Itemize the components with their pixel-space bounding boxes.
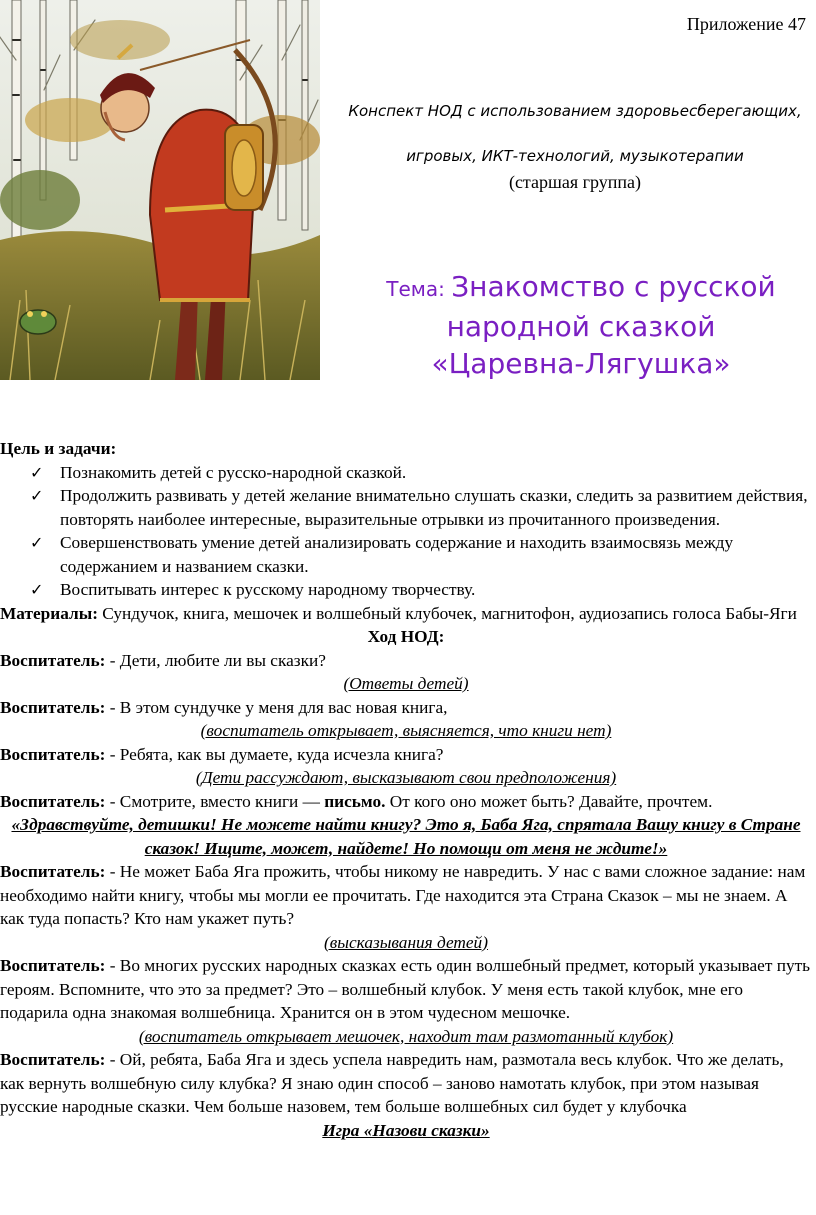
course-heading-text: Ход НОД: bbox=[367, 627, 445, 646]
appendix-number: Приложение 47 bbox=[686, 14, 806, 34]
goal-text: Продолжить развивать у детей желание внимательно слушать сказки, следить за развитием действия, повторять наиболее интересные, выразительные отрывки из прочитанного произведения. bbox=[60, 486, 808, 529]
line-text: - Ребята, как вы думаете, куда исчезла книга? bbox=[105, 744, 444, 764]
theme-title bbox=[346, 268, 816, 382]
dialogue-line bbox=[0, 860, 812, 931]
speaker-label: Воспитатель: bbox=[0, 862, 106, 881]
game-title-text: Игра «Назови сказки» bbox=[322, 1120, 490, 1140]
list-item bbox=[0, 461, 812, 485]
konspekt-line-2: игровых, ИКТ-технологий, музыкотерапии bbox=[406, 147, 744, 165]
group-label: (старшая группа) bbox=[508, 172, 642, 192]
checkmark-icon: ✓ bbox=[30, 462, 44, 482]
line-text: - Дети, любите ли вы сказки? bbox=[105, 650, 326, 670]
dialogue-line bbox=[0, 1048, 812, 1119]
remark-text: (Дети рассуждают, высказывают свои предположения) bbox=[195, 768, 617, 787]
line-text: От кого оно может быть? Давайте, прочтем. bbox=[385, 791, 713, 811]
line-text: - В этом сундучке у меня для вас новая книга, bbox=[105, 697, 448, 717]
frog bbox=[20, 310, 56, 334]
dialogue-line bbox=[0, 696, 812, 720]
line-text: - Не может Баба Яга прожить, чтобы никому не навредить. У нас с вами сложное задание: нам необходимо найти книгу, чтобы мы могли ее прочитать. Где находится эта Страна Сказок – мы не знаем. А как туда попасть? Кто нам укажет путь? bbox=[0, 862, 806, 928]
remark-text: (воспитатель открывает, выясняется, что книги нет) bbox=[200, 721, 612, 740]
speaker-label: Воспитатель: bbox=[0, 744, 106, 764]
speaker-label: Воспитатель: bbox=[0, 650, 106, 670]
line-text: - Ой, ребята, Баба Яга и здесь успела навредить нам, размотала весь клубок. Что же делать, как вернуть волшебную силу клубка? Я знаю один способ – заново намотать клубок, при этом называя русские народные сказки. Чем больше назовем, тем больше волшебных сил будет у клубочка bbox=[0, 1050, 784, 1116]
materials-label: Материалы: bbox=[0, 603, 98, 623]
goal-text: Совершенствовать умение детей анализировать содержание и находить взаимосвязь между содержанием и названием сказки. bbox=[60, 533, 734, 576]
goals-list bbox=[0, 461, 812, 602]
theme-line-2: народной сказкой bbox=[446, 310, 716, 343]
letter-word: письмо. bbox=[324, 791, 386, 811]
speaker-label: Воспитатель: bbox=[0, 791, 106, 811]
list-item bbox=[0, 484, 812, 531]
list-item bbox=[0, 531, 812, 578]
goal-text: Познакомить детей с русско-народной сказкой. bbox=[60, 462, 407, 482]
letter-text: «Здравствуйте, детишки! Не можете найти книгу? Это я, Баба Яга, спрятала Вашу книгу в Стране сказок! Ищите, может, найдете! Но помощи от меня не ждите!» bbox=[11, 815, 801, 858]
dialogue-line bbox=[0, 649, 812, 673]
remark bbox=[0, 672, 812, 696]
dialogue-line bbox=[0, 954, 812, 1025]
remark-text: (высказывания детей) bbox=[324, 932, 488, 952]
remark bbox=[0, 766, 812, 790]
remark-text: (воспитатель открывает мешочек, находит там размотанный клубок) bbox=[138, 1026, 674, 1046]
theme-line-1: Знакомство с русской bbox=[451, 270, 776, 303]
tsarevich-illustration bbox=[0, 0, 320, 380]
konspekt-title bbox=[340, 104, 810, 164]
remark bbox=[0, 931, 812, 955]
course-heading bbox=[0, 625, 812, 649]
dialogue-line bbox=[0, 790, 812, 814]
materials-text: Сундучок, книга, мешочек и волшебный клубочек, магнитофон, аудиозапись голоса Бабы-Яги bbox=[97, 603, 797, 623]
materials-paragraph bbox=[0, 602, 812, 626]
speaker-label: Воспитатель: bbox=[0, 1050, 106, 1069]
checkmark-icon: ✓ bbox=[30, 486, 44, 505]
goal-text: Воспитывать интерес к русскому народному творчеству. bbox=[60, 580, 476, 599]
list-item bbox=[0, 578, 812, 602]
line-text: - Во многих русских народных сказках есть один волшебный предмет, который указывает путь героям. Вспомните, что это за предмет? Это – волшебный клубок. У меня есть такой клубок, мне его подарила одна знакомая волшебница. Хранится он в этом чудесном мешочке. bbox=[0, 956, 811, 1022]
speaker-label: Воспитатель: bbox=[0, 956, 106, 975]
remark-text: (Ответы детей) bbox=[343, 674, 469, 693]
konspekt-line-1: Конспект НОД с использованием здоровьесберегающих, bbox=[348, 102, 802, 120]
letter-quote bbox=[0, 813, 812, 860]
theme-line-3: «Царевна-Лягушка» bbox=[431, 347, 731, 380]
game-title bbox=[0, 1119, 812, 1143]
checkmark-icon: ✓ bbox=[30, 533, 44, 552]
line-text: - Смотрите, вместо книги — bbox=[105, 791, 325, 811]
remark bbox=[0, 719, 812, 743]
speaker-label: Воспитатель: bbox=[0, 697, 106, 717]
checkmark-icon: ✓ bbox=[30, 580, 44, 599]
remark bbox=[0, 1025, 812, 1049]
dialogue-line bbox=[0, 743, 812, 767]
document-body bbox=[0, 437, 812, 1142]
goals-heading: Цель и задачи: bbox=[0, 439, 117, 458]
theme-label: Тема: bbox=[386, 277, 452, 301]
